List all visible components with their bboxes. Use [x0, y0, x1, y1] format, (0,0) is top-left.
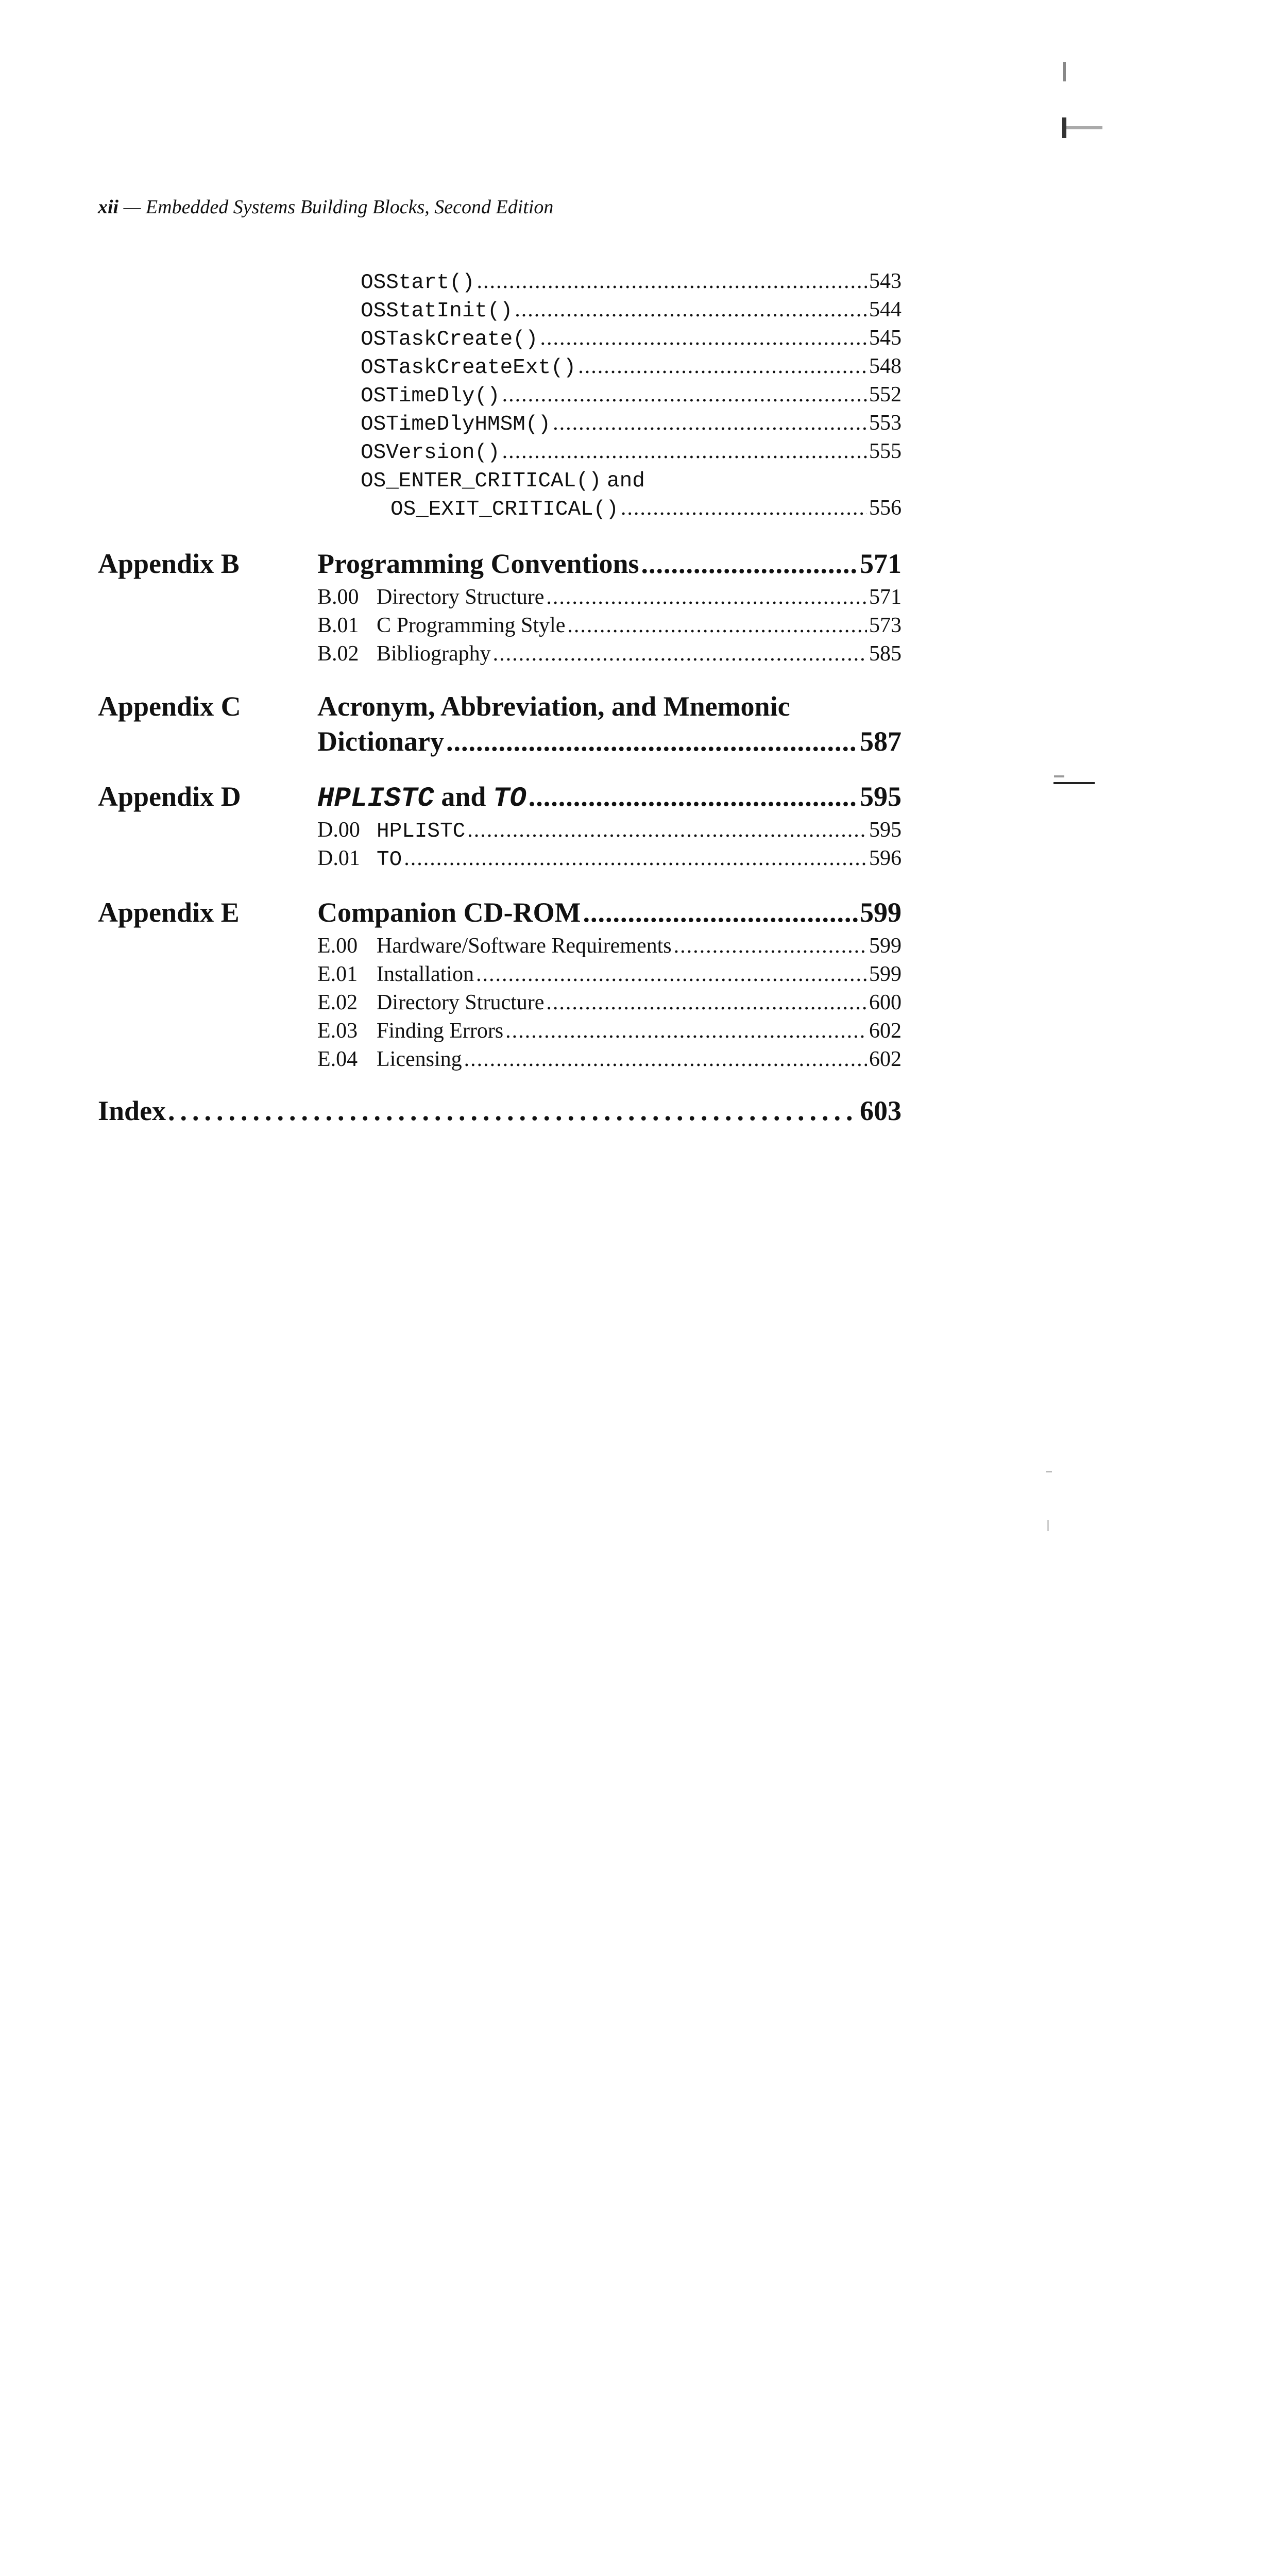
scan-artifact [1047, 1520, 1049, 1531]
toc-entry-page: 552 [869, 383, 902, 406]
toc-entry-page: 599 [869, 962, 902, 986]
toc-appendix-heading[interactable] [317, 548, 902, 580]
dot-leader [505, 1019, 867, 1043]
dot-leader [553, 411, 867, 435]
toc-entry-title: OSTaskCreate() [361, 328, 538, 351]
toc-heading-title: TO [492, 783, 526, 815]
toc-entry-page: 602 [869, 1047, 902, 1071]
toc-entry[interactable] [317, 1019, 902, 1043]
toc-entry[interactable] [317, 641, 902, 666]
section-number: B.02 [317, 642, 359, 666]
dot-leader [529, 781, 858, 812]
dot-leader [168, 1095, 858, 1127]
toc-entry[interactable] [361, 382, 902, 408]
toc-heading-title-line1: Acronym, Abbreviation, and Mnemonic [317, 691, 790, 722]
appendix-label: Appendix C [98, 691, 241, 722]
dot-leader [567, 613, 867, 638]
toc-entry-title: Finding Errors [377, 1019, 504, 1043]
toc-entry-page: 544 [869, 298, 902, 321]
section-number: B.00 [317, 585, 359, 609]
dot-leader [546, 585, 867, 609]
scan-artifact [1054, 775, 1064, 777]
toc-entry[interactable] [317, 934, 902, 958]
toc-entry-title: TO [377, 848, 402, 872]
dot-leader [404, 846, 867, 871]
dot-leader [515, 297, 867, 322]
dot-leader [467, 818, 867, 842]
dot-leader [546, 990, 867, 1015]
toc-entry-title: OSTaskCreateExt() [361, 356, 576, 380]
toc-appendix-heading[interactable] [317, 781, 902, 815]
dot-leader [464, 1047, 867, 1072]
dot-leader [502, 382, 867, 407]
appendix-label: Appendix B [98, 548, 240, 579]
toc-entry[interactable] [361, 354, 902, 380]
section-number: E.02 [317, 991, 358, 1014]
toc-heading-title: HPLISTC [317, 783, 434, 815]
section-number: E.03 [317, 1019, 358, 1043]
appendix-label: Appendix E [98, 897, 240, 928]
dot-leader [641, 548, 858, 580]
toc-entry-title: OSVersion() [361, 441, 500, 465]
section-number: E.01 [317, 962, 358, 986]
toc-entry-page: 555 [869, 439, 902, 463]
toc-appendix-heading[interactable] [317, 896, 902, 928]
toc-entry-page: 585 [869, 642, 902, 666]
toc-entry-page: 543 [869, 269, 902, 293]
scan-artifact [1063, 62, 1066, 81]
toc-heading-page: 599 [860, 897, 902, 928]
toc-entry-title: Directory Structure [377, 585, 545, 609]
dot-leader [493, 641, 867, 666]
toc-entry-title: OSTimeDlyHMSM() [361, 413, 551, 436]
toc-entry-title: Bibliography [377, 642, 491, 666]
scan-artifact [1053, 782, 1095, 784]
section-number: B.01 [317, 614, 359, 637]
toc-entry-multiline [361, 467, 645, 493]
toc-heading-page: 603 [860, 1095, 902, 1126]
toc-index-entry[interactable] [98, 1095, 902, 1127]
toc-entry[interactable] [317, 818, 902, 843]
toc-entry-title: OSStatInit() [361, 299, 513, 323]
dot-leader [476, 962, 867, 987]
running-header [98, 196, 553, 218]
toc-entry[interactable] [361, 326, 902, 351]
toc-entry-title: OSStart() [361, 271, 475, 295]
toc-entry-title: Hardware/Software Requirements [377, 934, 672, 958]
toc-entry-title: Directory Structure [377, 991, 545, 1014]
scan-artifact [1066, 126, 1102, 129]
dot-leader [621, 496, 867, 520]
toc-entry-page: 556 [869, 496, 902, 520]
dot-leader [540, 326, 867, 350]
toc-entry[interactable] [317, 990, 902, 1015]
toc-entry[interactable] [317, 1047, 902, 1072]
toc-entry[interactable] [317, 613, 902, 638]
toc-entry[interactable] [361, 269, 902, 295]
toc-entry-title: OS_ENTER_CRITICAL() [361, 469, 602, 493]
section-number: E.00 [317, 934, 358, 958]
toc-entry-page: 595 [869, 818, 902, 842]
toc-entry[interactable] [317, 585, 902, 609]
toc-entry-page: 599 [869, 934, 902, 958]
scan-artifact [1046, 1471, 1052, 1472]
toc-heading-title: Companion CD-ROM [317, 897, 581, 928]
toc-entry-title: C Programming Style [377, 614, 566, 637]
dot-leader [502, 439, 867, 464]
toc-entry-title: Installation [377, 962, 474, 986]
toc-entry[interactable] [317, 846, 902, 872]
toc-entry[interactable] [390, 496, 902, 521]
toc-entry-page: 545 [869, 326, 902, 350]
toc-entry-page: 602 [869, 1019, 902, 1043]
section-number: D.01 [317, 846, 360, 870]
toc-entry[interactable] [361, 439, 902, 465]
toc-heading-title: Index [98, 1095, 166, 1126]
toc-entry-page: 596 [869, 846, 902, 870]
toc-heading-title: Dictionary [317, 726, 444, 757]
section-number: E.04 [317, 1047, 358, 1071]
dot-leader [674, 934, 867, 958]
toc-entry[interactable] [361, 411, 902, 436]
toc-entry[interactable] [317, 962, 902, 987]
toc-entry-page: 573 [869, 614, 902, 637]
toc-entry-title: OSTimeDly() [361, 384, 500, 408]
scan-artifact [1062, 117, 1066, 138]
toc-heading-page: 587 [860, 726, 902, 757]
toc-appendix-heading[interactable] [317, 725, 902, 757]
dot-leader [583, 896, 858, 928]
toc-entry-page: 571 [869, 585, 902, 609]
toc-entry-title: HPLISTC [377, 820, 466, 843]
toc-entry-title: Licensing [377, 1047, 462, 1071]
appendix-label: Appendix D [98, 781, 241, 812]
dot-leader [578, 354, 867, 379]
toc-heading-conjunction: and [441, 781, 486, 812]
toc-entry-conjunction: and [606, 469, 645, 493]
toc-heading-page: 571 [860, 548, 902, 579]
page-folio: xii [98, 196, 119, 218]
section-number: D.00 [317, 818, 360, 842]
dot-leader [477, 269, 867, 294]
toc-entry-title: OS_EXIT_CRITICAL() [390, 498, 619, 521]
book-title: — Embedded Systems Building Blocks, Second Edition [123, 196, 554, 218]
toc-entry-page: 548 [869, 354, 902, 378]
dot-leader [446, 725, 858, 757]
toc-entry-page: 600 [869, 991, 902, 1014]
toc-entry[interactable] [361, 297, 902, 323]
toc-entry-page: 553 [869, 411, 902, 435]
toc-heading-page: 595 [860, 781, 902, 812]
toc-heading-title: Programming Conventions [317, 548, 639, 579]
